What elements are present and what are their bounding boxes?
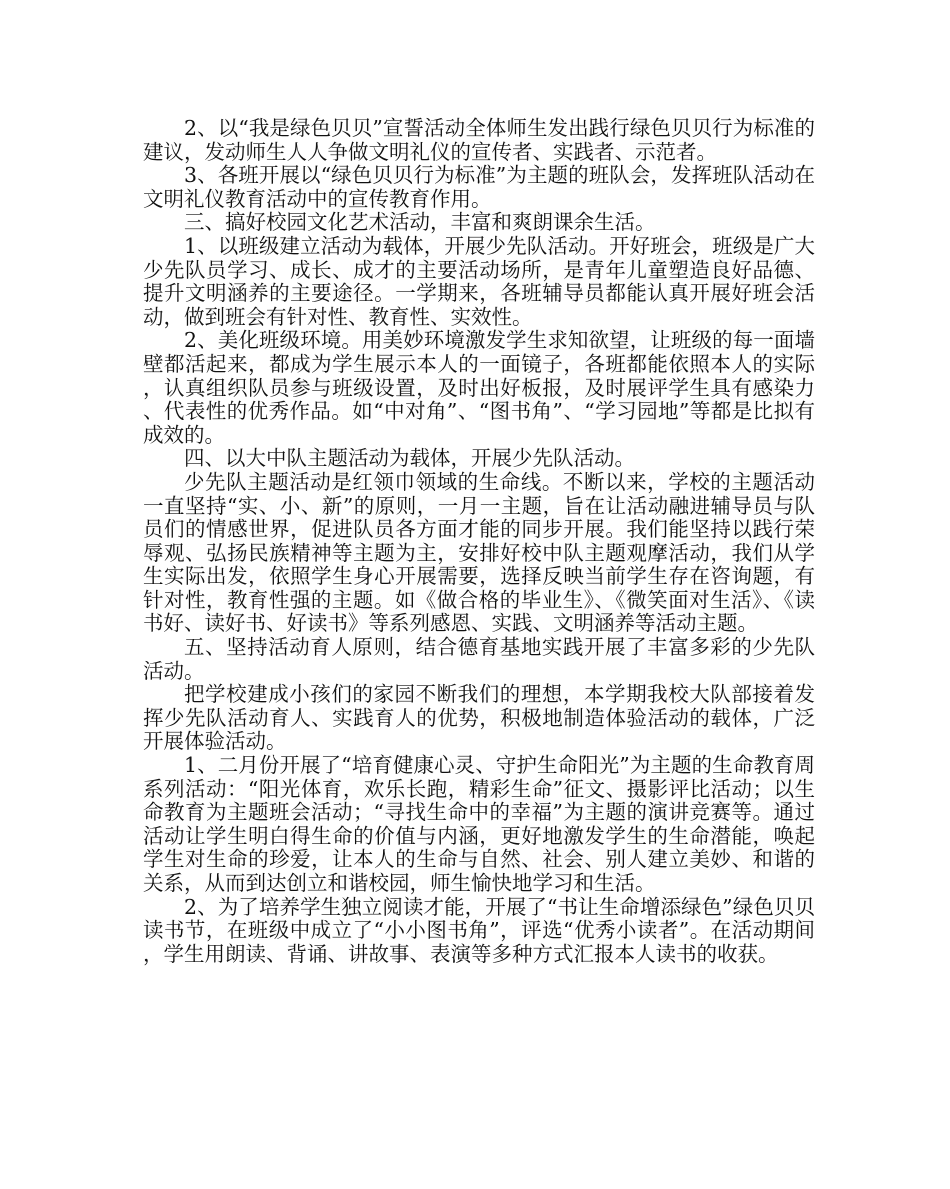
document-body [143,117,815,966]
section-heading-4: 四、以大中队主题活动为载体，开展少先队活动。 [184,446,635,471]
paragraph-2: 3、各班开展以“绿色贝贝行为标准”为主题的班队会，发挥班队活动在文明礼仪教育活动中的宣传教育作用。 [143,163,815,211]
paragraph-1: 2、以“我是绿色贝贝”宣誓活动全体师生发出践行绿色贝贝行为标准的建议，发动师生人人争做文明礼仪的宣传者、实践者、示范者。 [143,116,815,164]
paragraph-10: 1、二月份开展了“培育健康心灵、守护生命阳光”为主题的生命教育周系列活动：“阳光体育，欢乐长跑，精彩生命”征文、摄影评比活动；以生命教育为主题班会活动；“寻找生命中的幸福”为主题的演讲竞赛等。通过活动让学生明白得生命的价值与内涵，更好地激发学生的生命潜能，唤起学生对生命的珍爱，让本人的生命与自然、社会、别人建立美妙、和谐的关系，从而到达创立和谐校园，师生愉快地学习和生活。 [143,753,815,895]
paragraph-5: 2、美化班级环境。用美妙环境激发学生求知欲望，让班级的每一面墙壁都活起来，都成为学生展示本人的一面镜子，各班都能依照本人的实际，认真组织队员参与班级设置，及时出好板报，及时展评学生具有感染力、代表性的优秀作品。如“中对角”、“图书角”、“学习园地”等都是比拟有成效的。 [143,328,815,447]
paragraph-4: 1、以班级建立活动为载体，开展少先队活动。开好班会，班级是广大少先队员学习、成长、成才的主要活动场所，是青年儿童塑造良好品德、提升文明涵养的主要途径。一学期来，各班辅导员都能认真开展好班会活动，做到班会有针对性、教育性、实效性。 [143,233,815,329]
paragraph-9: 把学校建成小孩们的家园不断我们的理想，本学期我校大队部接着发挥少先队活动育人、实践育人的优势，积极地制造体验活动的载体，广泛开展体验活动。 [143,682,815,754]
section-heading-3: 三、搞好校园文化艺术活动，丰富和爽朗课余生活。 [184,210,656,235]
paragraph-7: 少先队主题活动是红领巾领域的生命线。不断以来，学校的主题活动一直坚持“实、小、新”的原则，一月一主题，旨在让活动融进辅导员与队员们的情感世界，促进队员各方面才能的同步开展。我们能坚持以践行荣辱观、弘扬民族精神等主题为主，安排好校中队主题观摩活动，我们从学生实际出发，依照学生身心开展需要，选择反映当前学生存在咨询题，有针对性，教育性强的主题。如《做合格的毕业生》、《微笑面对生活》、《读书好、读好书、好读书》等系列感恩、实践、文明涵养等活动主题。 [143,469,815,636]
section-heading-5: 五、坚持活动育人原则，结合德育基地实践开展了丰富多彩的少先队活动。 [143,635,815,683]
paragraph-11: 2、为了培养学生独立阅读才能，开展了“书让生命增添绿色”绿色贝贝读书节，在班级中成立了“小小图书角”，评选“优秀小读者”。在活动期间，学生用朗读、背诵、讲故事、表演等多种方式汇报本人读书的收获。 [143,894,815,966]
